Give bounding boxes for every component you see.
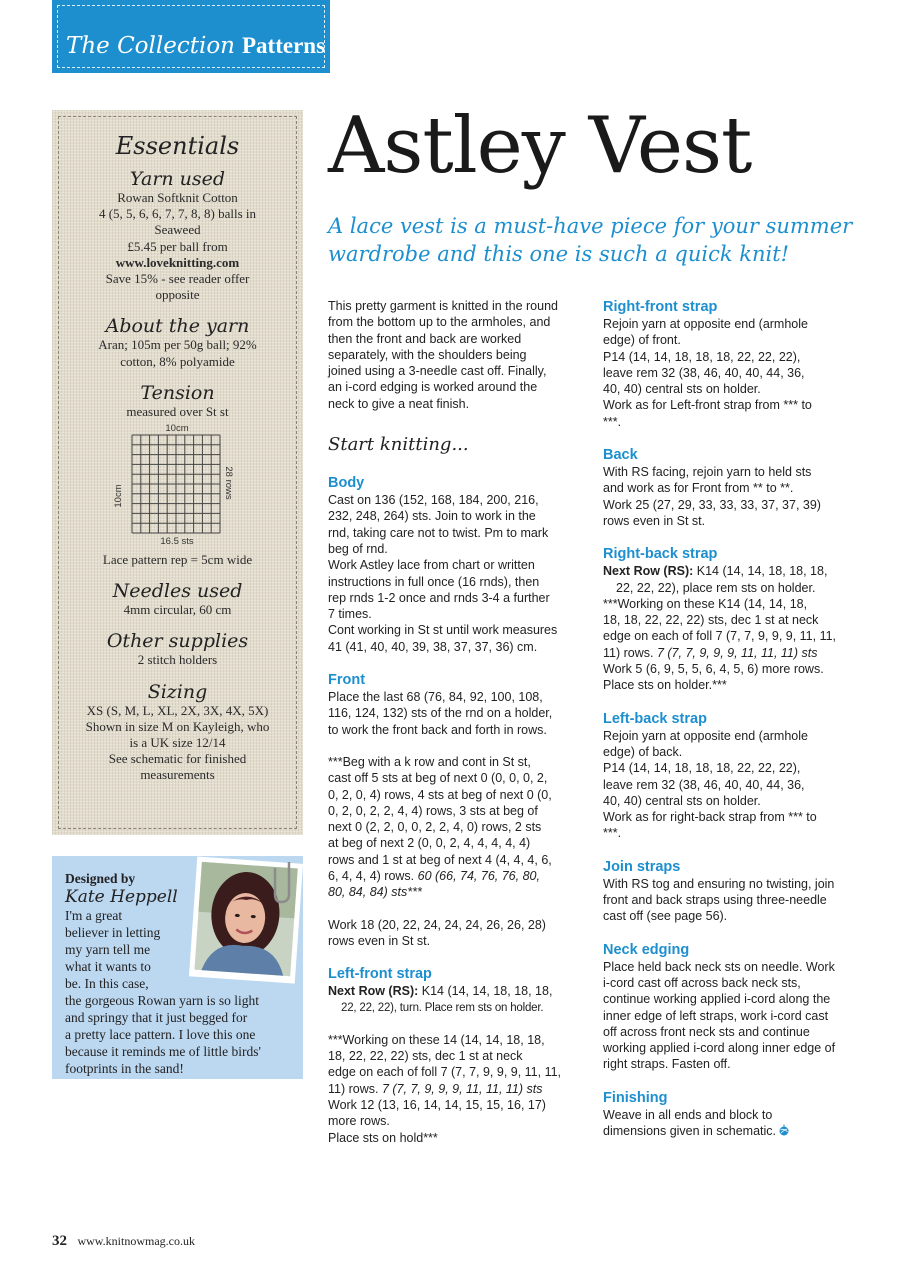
join-line: front and back straps using three-needle — [603, 893, 827, 908]
finishing-line — [603, 1123, 865, 1139]
right-back-next-row — [603, 563, 865, 579]
designer-quote-line: the gorgeous Rowan yarn is so light — [65, 993, 259, 1008]
front-heading: Front — [328, 672, 366, 689]
designer-text — [65, 870, 295, 1077]
needles-text: 4mm circular, 60 cm — [123, 602, 232, 618]
back-line: Work 25 (27, 29, 33, 33, 33, 37, 37, 39) — [603, 497, 821, 512]
start-knitting-heading: Start knitting... — [328, 434, 469, 456]
right-back-line: Place sts on holder.*** — [603, 678, 727, 693]
swatch-top-label: 10cm — [165, 423, 189, 435]
next-row-label: Next Row (RS): — [603, 564, 694, 579]
front-rows: 6, 4, 4, 4) rows. — [328, 869, 415, 884]
page-footer — [52, 1232, 195, 1250]
right-front-heading: Right-front strap — [603, 299, 718, 315]
right-back-line: Work 5 (6, 9, 5, 5, 6, 4, 5, 6) more rows. — [603, 662, 824, 677]
yarn-line: Save 15% - see reader offer — [105, 271, 250, 287]
left-back-line: P14 (14, 14, 18, 18, 18, 22, 22, 22), — [603, 761, 801, 776]
left-front-line: 18, 22, 22, 22) sts, dec 1 st at neck — [328, 1049, 523, 1064]
sizing-line: measurements — [140, 767, 215, 783]
swatch-bottom-label: 16.5 sts — [160, 536, 194, 548]
front-line: next 0 (2, 2, 0, 0, 2, 2, 4, 0) rows, 2 sts — [328, 820, 542, 835]
front-sts-count: 60 (66, 74, 76, 76, 80, — [417, 869, 540, 884]
front-line: 116, 124, 132) sts of the rnd on a holder, — [328, 706, 553, 721]
neck-line: Place held back neck sts on needle. Work — [603, 959, 835, 974]
front-line: to work the front back and forth in rows. — [328, 722, 547, 737]
front-line: Work 18 (20, 22, 24, 24, 24, 26, 26, 28) — [328, 917, 546, 932]
designer-quote-line: believer in letting — [65, 925, 161, 940]
sizing-line: Shown in size M on Kayleigh, who — [85, 718, 270, 734]
yarn-ball-icon — [778, 1124, 790, 1136]
body-heading: Body — [328, 475, 365, 492]
designer-name: Kate Heppell — [65, 887, 178, 907]
lace-repeat: Lace pattern rep = 5cm wide — [102, 552, 253, 568]
right-back-line: edge on each of foll 7 (7, 7, 9, 9, 9, 11, 11, — [603, 629, 837, 644]
right-front-line: P14 (14, 14, 18, 18, 18, 22, 22, 22), — [603, 349, 801, 364]
right-back-line: ***Working on these K14 (14, 14, 18, — [603, 596, 808, 611]
yarn-details — [52, 190, 303, 303]
intro-paragraph — [328, 298, 580, 412]
left-front-sts: 7 (7, 7, 9, 9, 9, 11, 11, 11) sts — [381, 1081, 543, 1096]
next-row-text: 22, 22, 22), turn. Place rem sts on holder. — [341, 1001, 544, 1014]
front-line: rows and 1 st at beg of next 4 (4, 4, 4, 6, — [328, 852, 552, 867]
front-line: rows even in St st. — [328, 933, 431, 948]
right-back-line — [603, 645, 865, 661]
sizing-details — [52, 703, 303, 784]
swatch-left-label: 10cm — [113, 484, 124, 508]
tension-subtitle: measured over St st — [126, 403, 229, 419]
page-title: Astley Vest — [328, 101, 752, 191]
sizing-heading: Sizing — [147, 680, 208, 703]
yarn-line: Seaweed — [154, 222, 201, 238]
left-back-line: Work as for right-back strap from *** to — [603, 810, 817, 825]
website-link[interactable]: www.knitnowmag.co.uk — [77, 1234, 195, 1248]
about-yarn-heading: About the yarn — [105, 315, 250, 338]
designer-panel — [52, 856, 303, 1079]
essentials-title: Essentials — [115, 132, 240, 160]
left-front-line — [328, 1081, 580, 1097]
sizing-line: See schematic for finished — [108, 751, 247, 767]
right-front-line: leave rem 32 (38, 46, 40, 40, 44, 36, — [603, 365, 805, 380]
page-subtitle: A lace vest is a must-have piece for your summer wardrobe and this one is such a quick knit! — [328, 214, 853, 266]
body-line: rnd, taking care not to twist. Pm to mark — [328, 525, 549, 540]
finishing-heading: Finishing — [603, 1089, 668, 1106]
join-line: cast off (see page 56). — [603, 909, 728, 924]
left-back-heading: Left-back strap — [603, 710, 707, 727]
next-row-label: Next Row (RS): — [328, 984, 419, 999]
intro-line: neck to give a neat finish. — [328, 396, 470, 411]
right-front-line: edge) of front. — [603, 333, 681, 348]
back-heading: Back — [603, 447, 638, 464]
yarn-heading: Yarn used — [129, 168, 226, 190]
next-row-text: 22, 22, 22), place rem sts on holder. — [616, 580, 816, 595]
front-line: 0, 2, 0, 2, 2, 4, 4) rows, 3 sts at beg of — [328, 803, 538, 818]
section-tab-border — [57, 5, 325, 68]
left-back-line: edge) of back. — [603, 744, 683, 759]
left-back-line: ***. — [603, 826, 622, 841]
right-back-rows: 11) rows. — [603, 645, 654, 660]
designer-quote-line: my yarn tell me — [65, 942, 151, 957]
page-number: 32 — [52, 1233, 67, 1249]
neck-line: off across front neck sts and continue — [603, 1024, 810, 1039]
designer-quote-line: I'm a great — [65, 908, 123, 923]
intro-line: an i-cord edging is worked around the — [328, 380, 538, 395]
next-row-text: K14 (14, 14, 18, 18, 18, — [696, 564, 828, 579]
intro-line: This pretty garment is knitted in the round — [328, 299, 558, 313]
designer-quote-line: what it wants to — [65, 959, 151, 974]
right-front-line: Work as for Left-front strap from *** to — [603, 398, 812, 413]
left-front-line: ***Working on these 14 (14, 14, 18, 18, — [328, 1032, 545, 1047]
left-front-line: more rows. — [328, 1114, 390, 1129]
essentials-panel — [52, 110, 303, 835]
intro-line: joined using a 3-needle cast off. Finally, — [328, 364, 547, 379]
body-line: 41 (41, 40, 40, 39, 38, 37, 37, 36) cm. — [328, 639, 538, 654]
needles-heading: Needles used — [112, 580, 243, 603]
pattern-column-1 — [328, 298, 580, 1146]
designer-quote-line: be. In this case, — [65, 976, 149, 991]
left-back-line: leave rem 32 (38, 46, 40, 40, 44, 36, — [603, 777, 805, 792]
tension-heading: Tension — [140, 381, 215, 404]
front-line — [328, 868, 580, 884]
body-line: 232, 248, 264) sts. Join to work in the — [328, 509, 536, 524]
left-front-line: Place sts on hold*** — [328, 1130, 438, 1145]
designer-quote-line: because it reminds me of little birds' — [65, 1044, 261, 1059]
right-front-line: Rejoin yarn at opposite end (armhole — [603, 317, 808, 331]
neck-line: working applied i-cord along inner edge of — [603, 1041, 836, 1056]
pattern-column-2 — [603, 298, 865, 1139]
front-line: 0, 2, 0, 4) rows, 4 sts at beg of next 0 (0, — [328, 787, 552, 802]
back-line: With RS facing, rejoin yarn to held sts — [603, 465, 812, 480]
intro-line: separately, with the shoulders being — [328, 347, 527, 362]
designer-label: Designed by — [65, 871, 136, 886]
neck-line: i-cord cast off across back neck sts, — [603, 975, 801, 990]
left-back-line: 40, 40) central sts on holder. — [603, 793, 761, 808]
sizing-line: XS (S, M, L, XL, 2X, 3X, 4X, 5X) — [86, 702, 269, 718]
join-straps-heading: Join straps — [603, 858, 681, 875]
about-line: cotton, 8% polyamide — [120, 353, 235, 369]
about-yarn-details — [52, 337, 303, 369]
neck-line: continue working applied i-cord along the — [603, 992, 831, 1007]
intro-line: from the bottom up to the armholes, and — [328, 315, 551, 330]
left-front-rows: 11) rows. — [328, 1081, 379, 1096]
designer-quote-line: a pretty lace pattern. I love this one — [65, 1027, 256, 1042]
section-tab-bold: Patterns — [242, 33, 326, 58]
yarn-line: 4 (5, 5, 6, 6, 7, 7, 8, 8) balls in — [98, 206, 257, 222]
yarn-line: opposite — [155, 287, 200, 303]
left-front-next-row — [328, 983, 580, 999]
right-back-line: 18, 18, 22, 22, 22) sts, dec 1 st at neck — [603, 613, 819, 628]
left-front-heading: Left-front strap — [328, 966, 432, 983]
left-front-line: edge on each of foll 7 (7, 7, 9, 9, 9, 11, 11, — [328, 1065, 562, 1080]
body-line: 7 times. — [328, 607, 372, 622]
about-line: Aran; 105m per 50g ball; 92% — [98, 337, 257, 353]
neck-line: right straps. Fasten off. — [603, 1057, 731, 1072]
neck-edging-heading: Neck edging — [603, 941, 690, 958]
section-tab-script: The Collection — [66, 33, 235, 59]
supplies-text: 2 stitch holders — [137, 652, 218, 668]
finishing-line: Weave in all ends and block to — [603, 1107, 773, 1122]
right-front-line: ***. — [603, 414, 622, 429]
join-line: With RS tog and ensuring no twisting, join — [603, 876, 835, 891]
front-line: cast off 5 sts at beg of next 0 (0, 0, 0, 2, — [328, 771, 548, 786]
body-line: Cast on 136 (152, 168, 184, 200, 216, — [328, 493, 539, 508]
swatch-right-label: 28 rows — [223, 466, 234, 500]
front-line: at beg of next 2 (0, 0, 2, 4, 4, 4, 4, 4) — [328, 836, 531, 851]
supplies-heading: Other supplies — [106, 630, 249, 653]
body-line: Work Astley lace from chart or written — [328, 558, 535, 573]
body-line: instructions in full once (16 rnds), then — [328, 574, 540, 589]
next-row-text: K14 (14, 14, 18, 18, 18, — [421, 984, 553, 999]
section-tab — [52, 0, 330, 73]
yarn-line: Rowan Softknit Cotton — [117, 190, 238, 205]
right-back-heading: Right-back strap — [603, 546, 718, 563]
front-sts-count: 80, 84, 84) sts*** — [328, 885, 422, 900]
yarn-line: £5.45 per ball from — [127, 238, 228, 254]
finishing-text: dimensions given in schematic. — [603, 1123, 776, 1138]
essentials-content — [52, 110, 303, 784]
left-back-line: Rejoin yarn at opposite end (armhole — [603, 728, 808, 743]
right-back-sts: 7 (7, 7, 9, 9, 9, 11, 11, 11) sts — [656, 645, 818, 660]
body-line: beg of rnd. — [328, 541, 388, 556]
body-line: rep rnds 1-2 once and rnds 3-4 a further — [328, 590, 550, 605]
back-line: rows even in St st. — [603, 513, 706, 528]
neck-line: inner edge of left straps, work i-cord cast — [603, 1008, 829, 1023]
sizing-line: is a UK size 12/14 — [129, 735, 226, 751]
intro-line: then the front and back are worked — [328, 331, 522, 346]
right-front-line: 40, 40) central sts on holder. — [603, 382, 761, 397]
yarn-link[interactable]: www.loveknitting.com — [115, 254, 240, 270]
front-line: ***Beg with a k row and cont in St st, — [328, 754, 531, 769]
body-line: Cont working in St st until work measures — [328, 623, 558, 638]
designer-quote-line: and springy that it just begged for — [65, 1010, 248, 1025]
left-front-line: Work 12 (13, 16, 14, 14, 15, 15, 16, 17) — [328, 1097, 546, 1112]
designer-quote-line: footprints in the sand! — [65, 1061, 184, 1076]
back-line: and work as for Front from ** to **. — [603, 481, 794, 496]
swatch-grid — [52, 420, 303, 548]
front-line: Place the last 68 (76, 84, 92, 100, 108, — [328, 690, 543, 705]
tension-swatch — [52, 420, 303, 548]
